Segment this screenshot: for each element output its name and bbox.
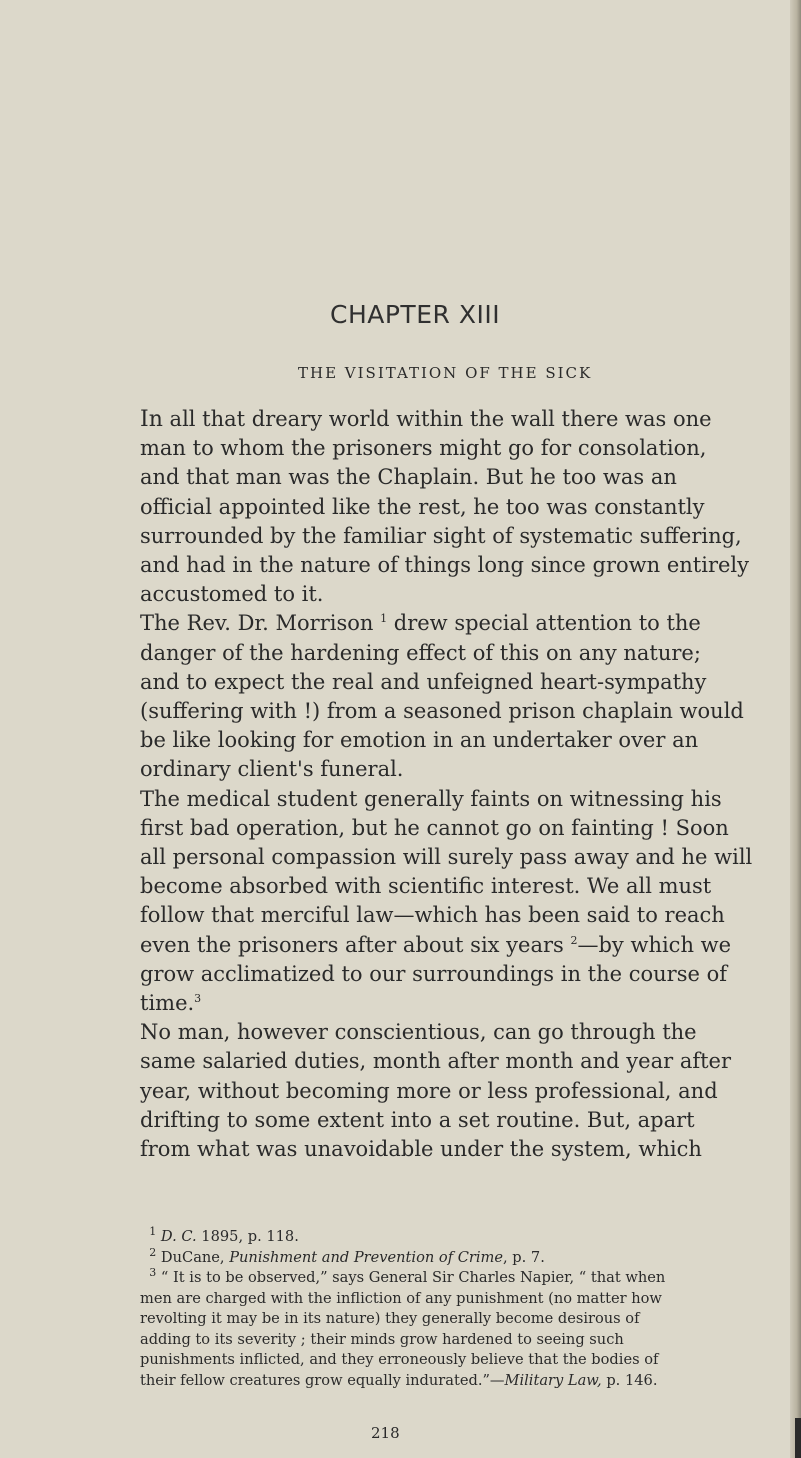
- footnote-2: $^2$ DuCane, Punishment and Prevention of Crime, p. 7.: [149, 1245, 545, 1266]
- page-corner-shadow: [795, 1418, 801, 1458]
- footnotes: $^1$ D. C. 1895, p. 118. $^2$ DuCane, Punishment and Prevention of Crime, p. 7. $^3$ “ It is to be observed,” says General Sir Charles Napier, “ that when men are charged with the infliction of any punishment (no matter how revolting it may be in its nature) they generally become desirous of adding to its severity ; their minds grow hardened to seeing such punishments inflicted, and they erroneously believe that the bodies of their fellow creatures grow equally indurated.”—Military Law, p. 146.: [140, 1227, 780, 1391]
- chapter-title: CHAPTER XIII: [330, 300, 501, 329]
- footnote-ref-2[interactable]: 2: [570, 933, 578, 947]
- paragraph-3: The medical student generally faints on witnessing his first bad operation, but he cannot go on fainting ! Soon all personal compassion will surely pass away and he will become absorbed with scientific interest. We all must follow that merciful law—which has been said to reach even the prisoners after about six years $^2$—by which we grow acclimatized to our surroundings in the course of time.$^3$: [140, 786, 753, 1016]
- section-title: THE VISITATION OF THE SICK: [298, 364, 593, 382]
- page-edge: [790, 0, 801, 1458]
- footnote-ref-3[interactable]: 3: [194, 992, 202, 1006]
- footnote-3: $^3$ “ It is to be observed,” says General Sir Charles Napier, “ that when: [149, 1266, 666, 1286]
- page-number: 218: [371, 1424, 400, 1442]
- footnote-ref-1[interactable]: 1: [380, 612, 388, 626]
- dropword: In: [140, 407, 163, 432]
- paragraph-4: No man, however conscientious, can go through the same salaried duties, month after month and year after year, without becoming more or less professional, and drifting to some extent into a set routine. But, apart from what was unavoidable under the system, which: [140, 1020, 732, 1162]
- footnote-1: $^1$ D. C. 1895, p. 118.: [149, 1225, 299, 1245]
- paragraph-2: The Rev. Dr. Morrison $^1$ drew special attention to the danger of the hardening effect of this on any nature; and to expect the real and unfeigned heart-sympathy (suffering with !) from a seasoned prison chaplain would be like looking for emotion in an undertaker over an ordinary client's funeral.: [140, 611, 744, 782]
- body-text: [140, 405, 780, 1164]
- paragraph-1: In all that dreary world within the wall there was one man to whom the prisoners might go for consolation, and that man was the Chaplain. But he too was an official appointed like the rest, he too was constantly surrounded by the familiar sight of systematic suffering, and had in the nature of things long since grown entirely accustomed to it.: [140, 407, 749, 607]
